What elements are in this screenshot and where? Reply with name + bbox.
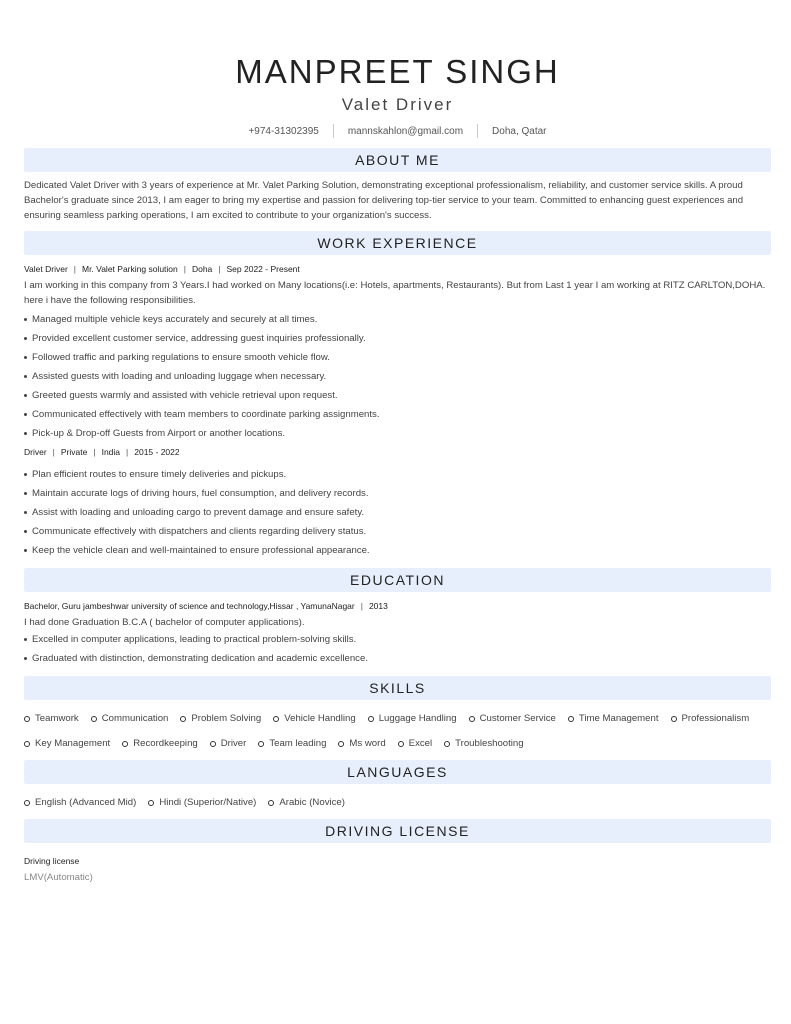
- section-header-about: ABOUT ME: [24, 148, 771, 172]
- skill-chip: Key Management: [24, 731, 110, 756]
- list-item: Graduated with distinction, demonstrating dedication and academic excellence.: [24, 649, 771, 668]
- job-bullets: [24, 310, 771, 443]
- circle-icon: [24, 716, 30, 722]
- skill-chip: Excel: [398, 731, 432, 756]
- section-header-work: WORK EXPERIENCE: [24, 231, 771, 255]
- section-header-languages: LANGUAGES: [24, 760, 771, 784]
- job-role: Valet Driver: [24, 264, 68, 274]
- skill-chip: Problem Solving: [180, 706, 261, 731]
- skill-chip: Luggage Handling: [368, 706, 457, 731]
- list-item: Provided excellent customer service, addressing guest inquiries professionally.: [24, 329, 771, 348]
- skill-chip: Customer Service: [469, 706, 556, 731]
- skill-chip: Recordkeeping: [122, 731, 198, 756]
- degree-text: Bachelor, Guru jambeshwar university of science and technology,Hissar , YamunaNagar: [24, 601, 355, 611]
- job-company: Private: [60, 447, 88, 457]
- education-heading: Bachelor, Guru jambeshwar university of science and technology,Hissar , YamunaNagar | 2013: [24, 601, 388, 611]
- circle-icon: [148, 800, 154, 806]
- list-item: Assist with loading and unloading cargo to prevent damage and ensure safety.: [24, 503, 771, 522]
- language-chip: Arabic (Novice): [268, 790, 345, 815]
- job-dates: 2015 - 2022: [134, 447, 180, 457]
- education-bullets: [24, 630, 771, 668]
- circle-icon: [258, 741, 264, 747]
- list-item: Communicate effectively with dispatchers and clients regarding delivery status.: [24, 522, 771, 541]
- circle-icon: [398, 741, 404, 747]
- license-label: Driving license: [24, 856, 80, 866]
- language-chip: Hindi (Superior/Native): [148, 790, 256, 815]
- section-header-education: EDUCATION: [24, 568, 771, 592]
- circle-icon: [210, 741, 216, 747]
- list-item: Communicated effectively with team members to coordinate parking assignments.: [24, 405, 771, 424]
- candidate-title: Valet Driver: [341, 95, 454, 114]
- list-item: Followed traffic and parking regulations to ensure smooth vehicle flow.: [24, 348, 771, 367]
- list-item: Maintain accurate logs of driving hours, fuel consumption, and delivery records.: [24, 484, 771, 503]
- circle-icon: [444, 741, 450, 747]
- section-header-skills: SKILLS: [24, 676, 771, 700]
- list-item: Keep the vehicle clean and well-maintained to ensure professional appearance.: [24, 541, 771, 560]
- job-dates: Sep 2022 - Present: [226, 264, 300, 274]
- circle-icon: [268, 800, 274, 806]
- education-description: I had done Graduation B.C.A ( bachelor of computer applications).: [24, 617, 305, 628]
- license-value: LMV(Automatic): [24, 872, 93, 883]
- circle-icon: [122, 741, 128, 747]
- circle-icon: [24, 741, 30, 747]
- circle-icon: [24, 800, 30, 806]
- divider: [333, 124, 334, 138]
- skill-chip: Troubleshooting: [444, 731, 523, 756]
- skill-chip: Teamwork: [24, 706, 79, 731]
- contact-bar: [24, 124, 771, 138]
- divider: [477, 124, 478, 138]
- list-item: Excelled in computer applications, leading to practical problem-solving skills.: [24, 630, 771, 649]
- candidate-name: MANPREET SINGH: [235, 53, 560, 90]
- languages-list: [24, 790, 771, 815]
- skill-chip: Vehicle Handling: [273, 706, 355, 731]
- circle-icon: [338, 741, 344, 747]
- skills-list: [24, 706, 771, 756]
- list-item: Plan efficient routes to ensure timely deliveries and pickups.: [24, 465, 771, 484]
- circle-icon: [671, 716, 677, 722]
- list-item: Managed multiple vehicle keys accurately and securely at all times.: [24, 310, 771, 329]
- circle-icon: [568, 716, 574, 722]
- job-company: Mr. Valet Parking solution: [82, 264, 178, 274]
- list-item: Assisted guests with loading and unloading luggage when necessary.: [24, 367, 771, 386]
- email-text: mannskahlon@gmail.com: [347, 125, 464, 137]
- education-year: 2013: [368, 601, 388, 611]
- list-item: Greeted guests warmly and assisted with vehicle retrieval upon request.: [24, 386, 771, 405]
- job-bullets: [24, 465, 771, 560]
- language-chip: English (Advanced Mid): [24, 790, 136, 815]
- job-description: I am working in this company from 3 Years.I had worked on Many locations(i.e: Hotels, apartments, Restaurants). But from Last 1 year I am working at RITZ CARLTON,DOHA. here i have the following responsibilities.: [24, 280, 766, 306]
- about-text: Dedicated Valet Driver with 3 years of experience at Mr. Valet Parking Solution, demonstrating exceptional professionalism, reliability, and customer service skills. A proud Bachelor's graduate since 2013, I am eager to bring my expertise and passion for delivering top-tier service to your team. Committed to enhancing guest experiences and ensuring seamless parking operations, I am excited to contribute to your organization's success.: [24, 180, 744, 221]
- location-text: Doha, Qatar: [492, 125, 547, 137]
- skill-chip: Team leading: [258, 731, 326, 756]
- phone-text: +974-31302395: [248, 125, 319, 137]
- skill-chip: Time Management: [568, 706, 659, 731]
- circle-icon: [273, 716, 279, 722]
- job-city: Doha: [191, 264, 213, 274]
- job-heading: Valet Driver | Mr. Valet Parking solution | Doha | Sep 2022 - Present: [24, 264, 300, 274]
- section-header-license: DRIVING LICENSE: [24, 819, 771, 843]
- skill-chip: Communication: [91, 706, 169, 731]
- job-role: Driver: [24, 447, 47, 457]
- circle-icon: [368, 716, 374, 722]
- circle-icon: [469, 716, 475, 722]
- skill-chip: Driver: [210, 731, 247, 756]
- skill-chip: Professionalism: [671, 706, 750, 731]
- circle-icon: [91, 716, 97, 722]
- list-item: Pick-up & Drop-off Guests from Airport or another locations.: [24, 424, 771, 443]
- job-heading: Driver | Private | India | 2015 - 2022: [24, 447, 180, 457]
- circle-icon: [180, 716, 186, 722]
- skill-chip: Ms word: [338, 731, 385, 756]
- job-city: India: [101, 447, 121, 457]
